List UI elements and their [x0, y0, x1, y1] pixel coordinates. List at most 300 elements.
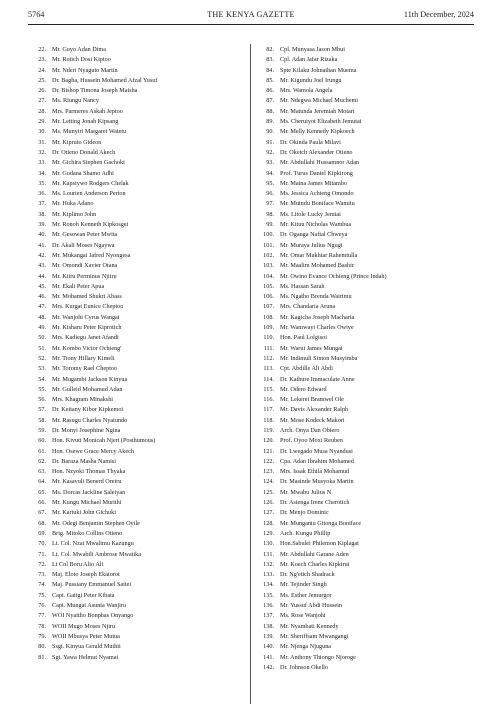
entry-name: Prof. Oyoo Moxi Reuben [280, 437, 343, 445]
entry-number: 92. [266, 148, 274, 156]
entry-number: 72. [38, 560, 46, 568]
entry-name: Hon. Osewe Grace Mercy Akech [52, 447, 134, 455]
entry-number: 75. [38, 591, 46, 599]
entry-name: Dr. Johnson Okello [280, 663, 328, 671]
entry-number: 50. [38, 334, 46, 342]
entry-number: 96. [266, 190, 274, 198]
entry-number: 52. [38, 354, 46, 362]
entry-name: Ms. Esther Jemurgor [280, 591, 332, 599]
list-item [256, 632, 474, 642]
entry-number: 71. [38, 550, 46, 558]
entry-number: 23. [38, 56, 46, 64]
list-item [30, 622, 245, 632]
entry-number: 83. [266, 56, 274, 64]
entry-name: Lt Col Boru Alio Ali [52, 560, 104, 568]
entry-number: 139. [263, 632, 274, 640]
list-item [256, 611, 474, 621]
list-item [256, 519, 474, 529]
entry-number: 97. [266, 200, 274, 208]
list-item [256, 364, 474, 374]
list-item [30, 158, 245, 168]
entry-number: 56. [38, 396, 46, 404]
entry-number: 125. [263, 488, 274, 496]
entry-number: 108. [263, 313, 274, 321]
entry-name: Mr. Muraya Julius Ngugi [280, 241, 343, 249]
entry-name: Dr. Kathure Immaculate Anne [280, 375, 355, 383]
entry-number: 111. [263, 344, 274, 352]
entry-name: Mrs. Khagram Minakshi [52, 396, 114, 404]
list-item [30, 251, 245, 261]
list-item [30, 653, 245, 663]
list-item [256, 344, 474, 354]
entry-name: Mr. Gulleid Mohamud Adan [52, 385, 123, 393]
entry-name: Mr. Kungu Michael Murithi [52, 499, 122, 507]
entry-name: Capt. Mungai Asunta Wanjiru [52, 602, 126, 610]
list-item [256, 76, 474, 86]
entry-name: Mr. Kiiru Perminus Njiiru [52, 272, 117, 280]
entry-number: 107. [263, 303, 274, 311]
entry-number: 102. [263, 251, 274, 259]
list-item [30, 611, 245, 621]
entry-number: 117. [263, 406, 274, 414]
entry-number: 110. [263, 334, 274, 342]
list-item [30, 272, 245, 282]
list-item [256, 220, 474, 230]
list-item [256, 251, 474, 261]
list-item [256, 385, 474, 395]
entry-name: Mr. Davis Alexander Ralph [280, 406, 349, 414]
entry-name: Dr. Lwegado Musa Nyandusi [280, 447, 353, 455]
list-item [30, 560, 245, 570]
list-item [256, 127, 474, 137]
entry-number: 35. [38, 179, 46, 187]
entry-number: 64. [38, 478, 46, 486]
entry-number: 43. [38, 262, 46, 270]
list-item [30, 457, 245, 467]
list-item [30, 199, 245, 209]
list-item [30, 467, 245, 477]
list-item [30, 405, 245, 415]
entry-name: Cpl. Adan Jafar Rizaka [280, 56, 338, 64]
entry-number: 41. [38, 241, 46, 249]
entry-name: Dr. Bagha, Hussein Mohamed Afzal Yusuf [52, 76, 158, 84]
entry-number: 24. [38, 66, 46, 74]
list-item [256, 570, 474, 580]
entry-name: Mr. Lekerei Bramwel Ole [280, 396, 344, 404]
entry-name: Ms. Dorcas Jackline Saleiyan [52, 488, 126, 496]
left-column [30, 45, 245, 663]
entry-number: 77. [38, 612, 46, 620]
entry-number: 36. [38, 190, 46, 198]
entry-number: 81. [38, 653, 46, 661]
entry-number: 136. [263, 602, 274, 610]
entry-number: 31. [38, 138, 46, 146]
entry-number: 109. [263, 324, 274, 332]
list-item [256, 55, 474, 65]
entry-number: 74. [38, 581, 46, 589]
list-item [30, 148, 245, 158]
entry-number: 78. [38, 622, 46, 630]
entry-name: Arch. Onya Dan Obiero [280, 426, 340, 434]
entry-number: 86. [266, 87, 274, 95]
list-item [256, 580, 474, 590]
entry-number: 104. [263, 272, 274, 280]
entry-name: Mr. Mohamed Shukri Abass [52, 293, 122, 301]
entry-number: 118. [263, 416, 274, 424]
entry-name: Mr. Ronoh Kenneth Kipkosgei [52, 221, 129, 229]
entry-number: 60. [38, 437, 46, 445]
list-item [256, 148, 474, 158]
entry-name: Dr. Otieno Donald Akech [52, 148, 116, 156]
entry-number: 98. [266, 210, 274, 218]
entry-number: 40. [38, 231, 46, 239]
entry-name: Capt. Gatigi Peter Kibata [52, 591, 115, 599]
entry-number: 57. [38, 406, 46, 414]
list-item [256, 241, 474, 251]
entry-number: 76. [38, 602, 46, 610]
list-item [256, 210, 474, 220]
entry-number: 89. [266, 118, 274, 126]
list-item [256, 416, 474, 426]
entry-name: Hon. Nzyoki Thomas Thyaka [52, 468, 126, 476]
entry-number: 121. [263, 447, 274, 455]
list-item [30, 333, 245, 343]
entry-number: 130. [263, 540, 274, 548]
entry-name: Mr. Warui James Mungai [280, 344, 343, 352]
entry-number: 73. [38, 571, 46, 579]
entry-number: 62. [38, 457, 46, 465]
list-item [256, 550, 474, 560]
header-rule [28, 24, 474, 25]
list-item [30, 488, 245, 498]
entry-name: Hon.Sabulei Philemon Kiplagat [280, 540, 359, 548]
entry-name: Mr. Huka Adano [52, 200, 94, 208]
list-item [256, 169, 474, 179]
entry-name: Mr. Koech Charles Kipkirui [280, 560, 350, 568]
list-item [256, 292, 474, 302]
list-item [30, 508, 245, 518]
entry-name: Dr. Menjo Dominic [280, 509, 329, 517]
entry-number: 94. [266, 169, 274, 177]
list-item [256, 272, 474, 282]
list-item [256, 96, 474, 106]
entry-name: Mr. Kombo Victor Ochieng' [52, 344, 122, 352]
list-item [30, 570, 245, 580]
entry-number: 93. [266, 159, 274, 167]
right-column [256, 45, 474, 673]
list-item [256, 642, 474, 652]
list-item [256, 426, 474, 436]
entry-number: 120. [263, 437, 274, 445]
list-item [30, 375, 245, 385]
list-item [30, 230, 245, 240]
entry-name: Dr. Oketch Alexander Otieno [280, 148, 353, 156]
list-item [256, 508, 474, 518]
entry-name: Mrs. Wamola Angela [280, 87, 333, 95]
list-item [30, 447, 245, 457]
entry-name: Mr. Melly Kennedy Kipkoech [280, 128, 355, 136]
entry-number: 70. [38, 540, 46, 548]
entry-number: 87. [266, 97, 274, 105]
entry-number: 128. [263, 519, 274, 527]
entry-number: 22. [38, 46, 46, 53]
entry-number: 32. [38, 148, 46, 156]
entry-name: Dr. Okinda Paula Milavi [280, 138, 341, 146]
list-item [256, 405, 474, 415]
entry-number: 137. [263, 612, 274, 620]
entry-name: Mr. Kisharu Peter Kiprotich [52, 324, 122, 332]
list-item [256, 282, 474, 292]
entry-number: 112. [263, 354, 274, 362]
entry-number: 113. [263, 365, 274, 373]
page-number: 5764 [28, 10, 45, 19]
list-item [256, 488, 474, 498]
entry-name: Mr. Toromy Rael Cheptoo [52, 365, 118, 373]
list-item [256, 230, 474, 240]
list-item [30, 580, 245, 590]
list-item [256, 436, 474, 446]
list-item [256, 323, 474, 333]
entry-name: Hon. Kivuti Monicah Njeri (Posthumous) [52, 437, 156, 445]
entry-number: 132. [263, 560, 274, 568]
list-item [256, 601, 474, 611]
list-item [256, 395, 474, 405]
list-item [256, 560, 474, 570]
entry-name: Mr. Kituu Nicholas Wambua [280, 221, 352, 229]
list-item [30, 477, 245, 487]
entry-number: 122. [263, 457, 274, 465]
entry-number: 51. [38, 344, 46, 352]
entry-name: Mr. Abdullahi Hussamnor Adan [280, 159, 360, 167]
entry-number: 30. [38, 128, 46, 136]
entry-name: Dr. Ng'etich Shadrack [280, 571, 335, 579]
list-item [256, 498, 474, 508]
entry-name: Dr. Keitany Kibor Kipkemoi [52, 406, 124, 414]
entry-name: Mr. Tejinder Singh [280, 581, 327, 589]
entry-number: 53. [38, 365, 46, 373]
entry-name: Dr. Akali Moses Ngaywa [52, 241, 115, 249]
entry-name: Mr. Kipruto Gideon [52, 138, 102, 146]
entry-name: Mr. Omondi Xavier Otana [52, 262, 118, 270]
entry-number: 106. [263, 293, 274, 301]
list-item [256, 199, 474, 209]
entry-name: Dr. Bishop Timona Joseph Maisha [52, 87, 138, 95]
entry-number: 61. [38, 447, 46, 455]
entry-number: 48. [38, 313, 46, 321]
list-item [30, 117, 245, 127]
entry-name: Mrs. Kadiegu Janet Afandi [52, 334, 119, 342]
entry-name: Dr. Baraza Masha Namisi [52, 457, 116, 465]
entry-name: Mr. Munganiu Gitonga Boniface [280, 519, 362, 527]
list-item [256, 529, 474, 539]
entry-name: Mr. Owino Evance Ochieng (Prince Indah) [280, 272, 387, 280]
entry-number: 47. [38, 303, 46, 311]
list-item [256, 375, 474, 385]
entry-number: 80. [38, 643, 46, 651]
entry-name: Mr. Nyambati Kennedy [280, 622, 339, 630]
entry-number: 29. [38, 118, 46, 126]
entry-name: Maj. Eloto Joseph Ekatorot [52, 571, 120, 579]
entry-name: Mrs. Parmeres Askah Jeptoo [52, 107, 123, 115]
entry-number: 59. [38, 426, 46, 434]
list-item [256, 138, 474, 148]
entry-number: 105. [263, 282, 274, 290]
column-divider [250, 44, 251, 704]
list-item [256, 117, 474, 127]
entry-name: Mr. Kiplimo John [52, 210, 97, 218]
entry-name: Ms. Lourien Anderson Perton [52, 190, 126, 198]
entry-number: 133. [263, 571, 274, 579]
entry-name: Ms. Cheruiyot Elizabeth Jemutai [280, 118, 362, 126]
entry-number: 68. [38, 519, 46, 527]
entry-name: Mrs. Chandaria Aruna [280, 303, 336, 311]
entry-name: Mr. Tiony Hillary Kimeli [52, 354, 115, 362]
entry-number: 103. [263, 262, 274, 270]
list-item [30, 261, 245, 271]
list-item [30, 591, 245, 601]
entry-number: 95. [266, 179, 274, 187]
list-item [256, 622, 474, 632]
entry-name: Mr. Odegi Benjamin Stephen Oyile [52, 519, 140, 527]
entry-number: 142. [263, 663, 274, 671]
entry-name: Mr. Mose Kodeck Makori [280, 416, 345, 424]
entry-name: Mr. Ndegwa Michael Muchemi [280, 97, 359, 105]
entry-number: 91. [266, 138, 274, 146]
entry-number: 25. [38, 76, 46, 84]
entry-number: 45. [38, 282, 46, 290]
list-item [256, 457, 474, 467]
list-item [256, 354, 474, 364]
entry-number: 101. [263, 241, 274, 249]
list-item [30, 138, 245, 148]
entry-number: 135. [263, 591, 274, 599]
entry-number: 39. [38, 221, 46, 229]
list-item [256, 66, 474, 76]
list-item [30, 55, 245, 65]
entry-number: 55. [38, 385, 46, 393]
entry-number: 134. [263, 581, 274, 589]
list-item [30, 344, 245, 354]
entry-name: Prof. Turus Daniel Kipkirong [280, 169, 353, 177]
list-item [30, 45, 245, 55]
list-item [30, 323, 245, 333]
entry-name: Mr. Muindu Boniface Wamitu [280, 200, 355, 208]
entry-number: 34. [38, 169, 46, 177]
list-item [256, 261, 474, 271]
list-item [30, 302, 245, 312]
list-item [256, 591, 474, 601]
entry-name: Mr. Odero Edward [280, 385, 327, 393]
list-item [256, 86, 474, 96]
entry-number: 127. [263, 509, 274, 517]
entry-number: 69. [38, 529, 46, 537]
entry-name: Cpa. Adan Ibrahim Mohamed [280, 457, 354, 465]
entry-name: Mr. Kasavuli Benerd Oreiru [52, 478, 122, 486]
entry-name: Ms. Ngatho Brenda Wairimu [280, 293, 352, 301]
entry-name: Mr. Kigundu Joel Irungu [280, 76, 342, 84]
entry-name: Mr. Sheriffsam Mwangangi [280, 632, 349, 640]
list-item [30, 189, 245, 199]
entry-number: 138. [263, 622, 274, 630]
entry-name: Mr. Mwabu Julius N [280, 488, 332, 496]
list-item [256, 189, 474, 199]
entry-name: Mr. Kapsiywo Rodgers Chelak [52, 179, 129, 187]
list-item [256, 467, 474, 477]
list-item [256, 179, 474, 189]
entry-number: 49. [38, 324, 46, 332]
list-item [30, 313, 245, 323]
entry-number: 119. [263, 426, 274, 434]
entry-name: Mr. Ekali Peter Apua [52, 282, 105, 290]
entry-name: Ms. Hassan Sarah [280, 282, 325, 290]
entry-name: Spte Kilaku Johnathan Muema [280, 66, 357, 74]
entry-name: Mr. Rasugu Charles Nyatundo [52, 416, 128, 424]
list-item [256, 158, 474, 168]
entry-number: 126. [263, 499, 274, 507]
entry-number: 27. [38, 97, 46, 105]
entry-number: 37. [38, 200, 46, 208]
entry-number: 141. [263, 653, 274, 661]
entry-number: 99. [266, 221, 274, 229]
list-item [30, 76, 245, 86]
entry-name: Lt. Col. Nzai Mwalimu Kazungu [52, 540, 134, 548]
entry-number: 129. [263, 529, 274, 537]
entry-name: Ms. Jessica Achieng Omondo [280, 190, 354, 198]
entry-name: Dr. Asienga Irene Cherotich [280, 499, 350, 507]
entry-name: Mr. Nderi Nyaguto Martin [52, 66, 118, 74]
entry-name: Dr. Masinde Musyoka Martin [280, 478, 354, 486]
list-item [256, 653, 474, 663]
entry-name: Mrs. Kurgat Eunice Cheptoo [52, 303, 124, 311]
entry-name: Sgt. Yawa Helmut Nyamai [52, 653, 119, 661]
entry-number: 88. [266, 107, 274, 115]
entry-name: Mr. Kariuki John Gichuki [52, 509, 116, 517]
entry-number: 79. [38, 632, 46, 640]
entry-name: Mr. Gichira Stephen Gachoki [52, 159, 125, 167]
entry-number: 28. [38, 107, 46, 115]
entry-name: Mr. Rotich Dosi Kiptoo [52, 56, 111, 64]
entry-name: Lt. Col. Mwabili Ambrose Mwatika [52, 550, 142, 558]
entry-number: 42. [38, 251, 46, 259]
list-item [30, 364, 245, 374]
list-item [30, 66, 245, 76]
list-item [30, 241, 245, 251]
entry-name: Mr. Abdullahi Garane Aden [280, 550, 349, 558]
list-item [30, 96, 245, 106]
list-item [256, 539, 474, 549]
entry-name: Mr. Wamwayi Charles Owiye [280, 324, 354, 332]
entry-number: 38. [38, 210, 46, 218]
list-item [30, 86, 245, 96]
entry-name: Ssgt. Kinyua Gerald Muthii [52, 643, 121, 651]
list-item [30, 426, 245, 436]
entry-number: 90. [266, 128, 274, 136]
entry-number: 116. [263, 396, 274, 404]
entry-name: Arch. Kungu Phillip [280, 529, 331, 537]
list-item [30, 632, 245, 642]
entry-number: 66. [38, 499, 46, 507]
entry-number: 140. [263, 643, 274, 651]
list-item [30, 436, 245, 446]
entry-number: 46. [38, 293, 46, 301]
entry-name: Dr. Oganga Naftal Chweya [280, 231, 348, 239]
entry-name: Mr. Njenga Njuguna [280, 643, 332, 651]
list-item [256, 447, 474, 457]
entry-name: Mr. Kagicha Joseph Macharia [280, 313, 355, 321]
list-item [256, 477, 474, 487]
entry-number: 65. [38, 488, 46, 496]
entry-name: Ms. Rose Wanjohi [280, 612, 326, 620]
